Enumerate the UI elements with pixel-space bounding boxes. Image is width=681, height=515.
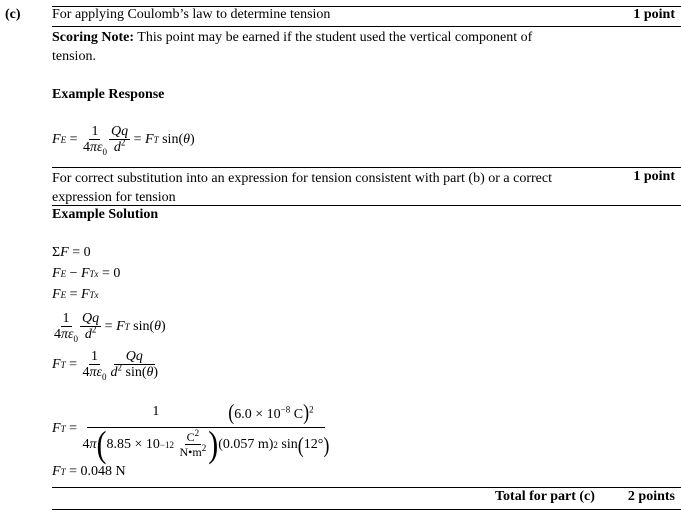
solution-line-1: Σ F = 0 [52,245,91,260]
scoring-note-label: Scoring Note: [52,30,135,45]
example-solution-heading: Example Solution [52,207,159,222]
example-response-heading: Example Response [52,87,165,102]
rule-1 [52,26,681,27]
solution-line-3: F E = F Tx [52,287,99,302]
solution-line-2: F E − F Tx = 0 [52,266,121,281]
rule-3 [52,205,681,206]
scoring-note-line1: This point may be earned if the student used the vertical component of [134,30,533,45]
part-label: (c) [5,7,21,22]
rule-4 [52,487,681,488]
criterion-1-points: 1 point [633,7,675,22]
criterion-2-points: 1 point [633,169,675,184]
result-line: F T = 0.048 N [52,464,126,479]
coulomb-equation: F E = $\frac{1}{4\pi\varepsilon_0}$ $\frac{Qq}{d^2}$ = F T sin( θ ) [52,124,195,157]
rule-2 [52,167,681,168]
total-points: 2 points [627,489,675,504]
criterion-1-text: For applying Coulomb’s law to determine tension [52,7,331,22]
bottom-rule [52,509,681,510]
solution-line-4: $\frac{1}{4\pi\varepsilon_0}$ $\frac{Qq}{d^2}$ = F T sin( θ ) [54,311,166,344]
solution-line-5: F T = $\frac{1}{4\pi\varepsilon_0}$ $\frac{Qq}{d^2 \sin(\theta)}$ [52,349,159,382]
substitution-equation: F T = 1 ($6.0 \times 10^{-8}$ C)$^2$ 4 π ( 8.85 × 10 −12 $\frac{C^2}{N•m^2}$ ) (0.057 m) 2 sin ( 12° ) [52,397,331,460]
scoring-note-line2: tension. [52,49,96,64]
scoring-note [52,28,592,66]
total-label: Total for part (c) [495,489,595,504]
criterion-2-text: For correct substitution into an expression for tension consistent with part (b) or a correct expression for tension [52,171,552,205]
